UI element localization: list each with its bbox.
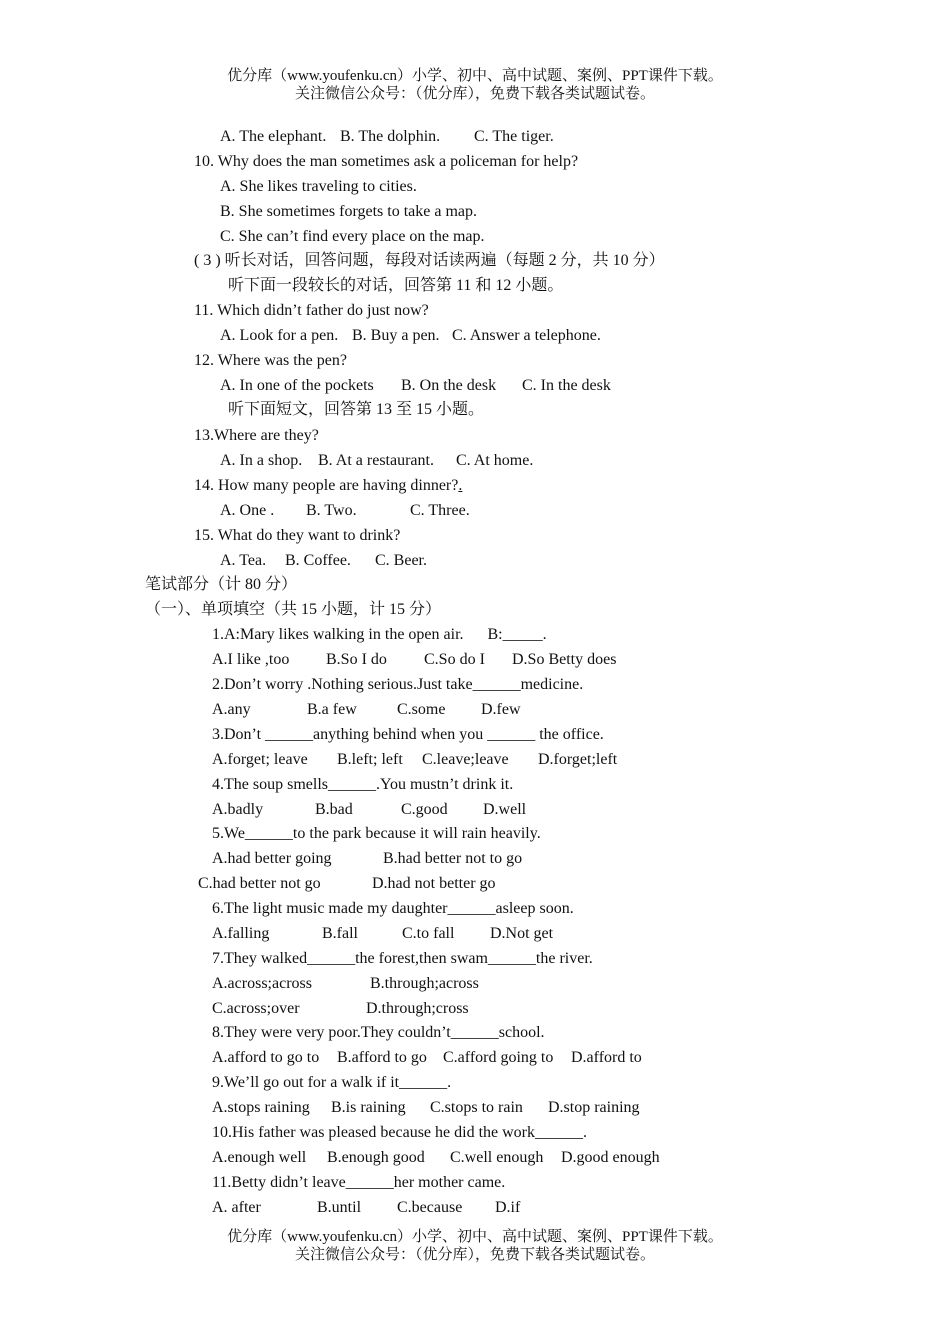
header-line-1: 优分库（www.youfenku.cn）小学、初中、高中试题、案例、PPT课件下载。: [227, 68, 723, 84]
q15-option-b: B. Coffee.: [285, 552, 351, 569]
written-q11-option-c: C.because: [397, 1199, 463, 1216]
q15-option-c: C. Beer.: [375, 552, 427, 569]
written-q8-option-d: D.afford to: [571, 1049, 642, 1066]
written-q3-stem: 3.Don’t ______anything behind when you ______ the office.: [212, 726, 604, 743]
written-q2-option-b: B.a few: [307, 701, 357, 718]
q9-option-c: C. The tiger.: [474, 128, 554, 145]
written-q9-option-b: B.is raining: [331, 1099, 406, 1116]
written-q2-option-c: C.some: [397, 701, 446, 718]
q9-option-a: A. The elephant.: [220, 128, 327, 145]
q11-option-c: C. Answer a telephone.: [452, 327, 601, 344]
passage-intro: 听下面短文，回答第 13 至 15 小题。: [228, 401, 485, 418]
written-q1-option-d: D.So Betty does: [512, 651, 617, 668]
q10-option-b: B. She sometimes forgets to take a map.: [220, 203, 477, 220]
q12-option-c: C. In the desk: [522, 377, 611, 394]
written-q5-option-d: D.had not better go: [372, 875, 496, 892]
written-q7-option-c: C.across;over: [212, 1000, 300, 1017]
written-q3-option-a: A.forget; leave: [212, 751, 308, 768]
q15-question: 15. What do they want to drink?: [194, 527, 401, 544]
part3-intro: 听下面一段较长的对话，回答第 11 和 12 小题。: [228, 277, 564, 294]
q13-option-b: B. At a restaurant.: [318, 452, 434, 469]
written-q2-option-d: D.few: [481, 701, 521, 718]
written-q7-option-a: A.across;across: [212, 975, 312, 992]
q10-question: 10. Why does the man sometimes ask a policeman for help?: [194, 153, 579, 170]
written-q6-stem: 6.The light music made my daughter______asleep soon.: [212, 900, 574, 917]
written-q11-option-a: A. after: [212, 1199, 261, 1216]
written-q4-option-d: D.well: [483, 801, 527, 818]
written-q11-option-b: B.until: [317, 1199, 362, 1216]
page-footer: [0, 1228, 950, 1264]
footer-line-2: 关注微信公众号：（优分库），免费下载各类试题试卷。: [294, 1247, 655, 1263]
written-q11-option-d: D.if: [495, 1199, 521, 1216]
written-q3-option-c: C.leave;leave: [422, 751, 509, 768]
q14-option-c: C. Three.: [410, 502, 470, 519]
written-q4-stem: 4.The soup smells______.You mustn’t drink it.: [212, 776, 514, 793]
written-q7-option-d: D.through;cross: [366, 1000, 469, 1017]
q13-option-a: A. In a shop.: [220, 452, 303, 469]
q13-question: 13.Where are they?: [194, 427, 319, 444]
q12-option-a: A. In one of the pockets: [220, 377, 374, 394]
written-q9-option-d: D.stop raining: [548, 1099, 640, 1116]
q11-question: 11. Which didn’t father do just now?: [194, 302, 429, 319]
written-q8-option-a: A.afford to go to: [212, 1049, 320, 1066]
q14-option-b: B. Two.: [306, 502, 357, 519]
written-q6-option-a: A.falling: [212, 925, 270, 942]
written-q3-option-b: B.left; left: [337, 751, 403, 768]
written-q2-option-a: A.any: [212, 701, 251, 718]
section1-title: （一）、单项填空（共 15 小题，计 15 分）: [145, 601, 442, 618]
written-q10-option-b: B.enough good: [327, 1149, 425, 1166]
q13-option-c: C. At home.: [456, 452, 534, 469]
written-q1-option-a: A.I like ,too: [212, 651, 290, 668]
written-q9-option-c: C.stops to rain: [430, 1099, 523, 1116]
written-q8-option-b: B.afford to go: [337, 1049, 427, 1066]
q14-option-a: A. One .: [220, 502, 275, 519]
written-q6-option-d: D.Not get: [490, 925, 554, 942]
page-header: [0, 67, 950, 103]
written-q4-option-a: A.badly: [212, 801, 264, 818]
written-q10-option-d: D.good enough: [561, 1149, 660, 1166]
written-q7-option-b: B.through;across: [370, 975, 479, 992]
footer-line-1: 优分库（www.youfenku.cn）小学、初中、高中试题、案例、PPT课件下载。: [227, 1229, 723, 1245]
written-q10-option-a: A.enough well: [212, 1149, 307, 1166]
q9-option-b: B. The dolphin.: [340, 128, 441, 145]
written-q9-option-a: A.stops raining: [212, 1099, 310, 1116]
written-q10-option-c: C.well enough: [450, 1149, 544, 1166]
written-q4-option-c: C.good: [401, 801, 448, 818]
q14-question-tail: .: [458, 477, 463, 494]
written-q8-stem: 8.They were very poor.They couldn’t______school.: [212, 1024, 545, 1041]
header-line-2: 关注微信公众号：（优分库），免费下载各类试题试卷。: [294, 86, 655, 102]
written-q1-option-b: B.So I do: [326, 651, 387, 668]
written-q1-option-c: C.So do I: [424, 651, 485, 668]
written-q5-stem: 5.We______to the park because it will rain heavily.: [212, 825, 541, 842]
q10-option-c: C. She can’t find every place on the map.: [220, 228, 485, 245]
q12-question: 12. Where was the pen?: [194, 352, 347, 369]
part3-title: ( 3 ) 听长对话，回答问题，每段对话读两遍（每题 2 分，共 10 分）: [194, 252, 665, 269]
written-q6-option-c: C.to fall: [402, 925, 455, 942]
written-q1-stem: 1.A:Mary likes walking in the open air. B:_____.: [212, 626, 547, 643]
written-q2-stem: 2.Don’t worry .Nothing serious.Just take______medicine.: [212, 676, 584, 693]
written-q9-stem: 9.We’ll go out for a walk if it______.: [212, 1074, 452, 1091]
q11-option-b: B. Buy a pen.: [352, 327, 440, 344]
written-q10-stem: 10.His father was pleased because he did the work______.: [212, 1124, 587, 1141]
q14-question-line: [194, 476, 462, 496]
q15-option-a: A. Tea.: [220, 552, 267, 569]
q12-option-b: B. On the desk: [401, 377, 497, 394]
written-q11-stem: 11.Betty didn’t leave______her mother came.: [212, 1174, 506, 1191]
q14-question: 14. How many people are having dinner?: [194, 477, 459, 494]
written-title: 笔试部分（计 80 分）: [145, 576, 298, 593]
written-q7-stem: 7.They walked______the forest,then swam______the river.: [212, 950, 593, 967]
written-q5-option-c: C.had better not go: [198, 875, 321, 892]
written-q5-option-b: B.had better not to go: [383, 850, 523, 867]
q11-option-a: A. Look for a pen.: [220, 327, 339, 344]
written-q8-option-c: C.afford going to: [443, 1049, 554, 1066]
q10-option-a: A. She likes traveling to cities.: [220, 178, 417, 195]
written-q5-option-a: A.had better going: [212, 850, 332, 867]
written-q3-option-d: D.forget;left: [538, 751, 618, 768]
written-q6-option-b: B.fall: [322, 925, 358, 942]
written-q4-option-b: B.bad: [315, 801, 353, 818]
